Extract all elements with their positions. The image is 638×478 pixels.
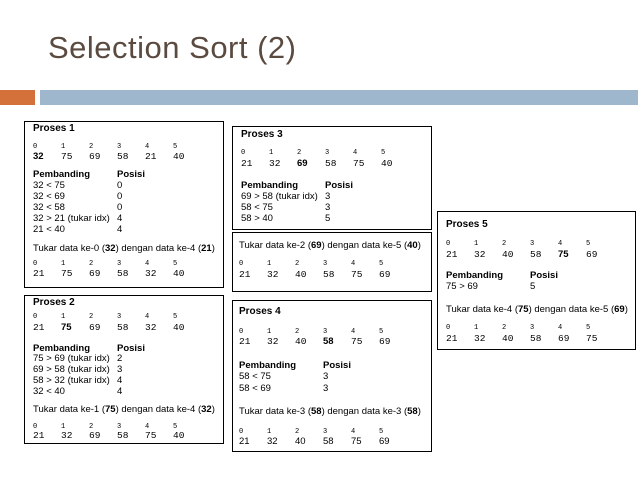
array-cell-selected: 69: [297, 158, 308, 169]
index-cell: 0: [33, 260, 38, 268]
array-cell: 32: [267, 269, 279, 280]
swap-note-text: Tukar data ke-3 (: [239, 406, 311, 417]
index-cell: 0: [446, 240, 451, 248]
index-cell: 0: [33, 423, 38, 431]
comparison-expr: 75 > 69 (tukar idx): [33, 353, 110, 364]
column-header-compare: Pembanding: [446, 270, 504, 281]
index-cell: 5: [586, 324, 591, 332]
index-cell: 1: [474, 324, 479, 332]
array-cell: 69: [379, 269, 391, 280]
swap-note: [239, 240, 421, 251]
index-cell: 3: [117, 423, 122, 431]
index-cell: 1: [61, 260, 66, 268]
title-rule-bar: [40, 90, 638, 105]
index-cell: 4: [145, 313, 150, 321]
array-cell: 75: [353, 158, 365, 169]
swap-note-text: Tukar data ke-4 (: [446, 304, 518, 315]
array-cell: 40: [173, 430, 185, 441]
index-cell: 0: [33, 313, 38, 321]
index-cell: 2: [502, 240, 507, 248]
index-cell: 0: [241, 149, 246, 157]
comparison-expr: 58 < 75: [239, 371, 271, 382]
array-cell: 69: [89, 322, 101, 333]
swap-note-text: ) dengan data ke-3 (: [321, 406, 408, 417]
array-cell: 69: [89, 268, 101, 279]
index-cell: 0: [239, 260, 244, 268]
index-cell: 1: [61, 313, 66, 321]
array-cell: 21: [239, 336, 251, 347]
array-cell: 40: [381, 158, 393, 169]
swap-note-text: Tukar data ke-2 (: [239, 240, 311, 251]
index-cell: 5: [173, 313, 178, 321]
index-cell: 5: [379, 260, 384, 268]
swap-value-a: 58: [310, 406, 322, 417]
array-cell: 32: [269, 158, 281, 169]
comparison-pos: 3: [117, 364, 123, 375]
array-cell: 75: [586, 333, 598, 344]
comparison-pos: 3: [323, 371, 329, 382]
slide-title: Selection Sort (2): [48, 30, 297, 65]
comparison-pos: 5: [325, 213, 331, 224]
index-cell: 4: [145, 423, 150, 431]
swap-note-text: ): [211, 243, 215, 254]
comparison-pos: 4: [117, 213, 123, 224]
index-cell: 1: [267, 260, 272, 268]
swap-note: [239, 406, 421, 417]
index-cell: 3: [323, 428, 328, 436]
comparison-pos: 0: [117, 191, 123, 202]
box-title: Proses 2: [33, 297, 75, 308]
comparison-expr: 32 < 69: [33, 191, 65, 202]
swap-note-text: ) dengan data ke-4 (: [115, 243, 202, 254]
box-title: Proses 4: [239, 306, 281, 317]
proses-1-box: [24, 121, 224, 288]
index-cell: 2: [295, 428, 300, 436]
array-cell: 75: [61, 268, 73, 279]
array-cell: 32: [267, 336, 279, 347]
array-cell: 58: [323, 436, 334, 447]
index-cell: 2: [89, 313, 94, 321]
comparison-pos: 3: [323, 383, 329, 394]
column-header-compare: Pembanding: [33, 343, 91, 354]
array-cell: 75: [351, 269, 363, 280]
index-cell: 3: [117, 313, 122, 321]
index-cell: 4: [145, 143, 150, 151]
index-cell: 2: [89, 143, 94, 151]
array-cell: 21: [446, 249, 458, 260]
box-title: Proses 1: [33, 123, 75, 134]
index-cell: 0: [239, 428, 244, 436]
array-cell: 58: [530, 249, 542, 260]
array-cell: 75: [145, 430, 157, 441]
array-cell: 58: [117, 430, 129, 441]
proses-5-box: [437, 211, 636, 350]
swap-value-b: 32: [201, 404, 212, 415]
index-cell: 0: [239, 328, 244, 336]
index-cell: 4: [351, 428, 356, 436]
array-cell-selected: 32: [33, 151, 44, 162]
comparison-expr: 69 > 58 (tukar idx): [241, 191, 318, 202]
index-cell: 1: [267, 328, 272, 336]
array-cell: 69: [89, 151, 101, 162]
array-cell: 58: [323, 269, 335, 280]
array-cell: 40: [295, 269, 307, 280]
comparison-pos: 0: [117, 180, 123, 191]
array-cell: 21: [33, 322, 45, 333]
array-cell: 32: [61, 430, 73, 441]
array-cell: 69: [89, 430, 101, 441]
index-cell: 5: [586, 240, 591, 248]
swap-value-a: 32: [104, 243, 116, 254]
array-cell: 40: [502, 249, 514, 260]
swap-value-a: 69: [310, 240, 322, 251]
comparison-expr: 58 > 40: [241, 213, 273, 224]
array-cell: 32: [474, 249, 486, 260]
swap-note-text: Tukar data ke-1 (: [33, 404, 105, 415]
index-cell: 1: [474, 240, 479, 248]
index-cell: 4: [145, 260, 150, 268]
index-cell: 2: [89, 260, 94, 268]
index-cell: 5: [381, 149, 386, 157]
index-cell: 5: [173, 143, 178, 151]
box-title: Proses 5: [446, 219, 488, 230]
array-cell: 75: [61, 151, 73, 162]
proses-2-box: [24, 295, 224, 444]
index-cell: 4: [558, 240, 563, 248]
swap-note: [33, 243, 215, 254]
array-cell: 58: [530, 333, 542, 344]
array-cell: 58: [117, 322, 129, 333]
comparison-expr: 32 < 75: [33, 180, 65, 191]
index-cell: 5: [173, 260, 178, 268]
column-header-compare: Pembanding: [241, 180, 299, 191]
column-header-compare: Pembanding: [239, 360, 297, 371]
array-cell: 21: [145, 151, 157, 162]
comparison-pos: 2: [117, 353, 123, 364]
index-cell: 5: [173, 423, 178, 431]
swap-value-b: 21: [201, 243, 212, 254]
proses-3-swap-box: [232, 232, 432, 292]
swap-note-text: ) dengan data ke-5 (: [321, 240, 408, 251]
index-cell: 2: [502, 324, 507, 332]
comparison-pos: 0: [117, 202, 123, 213]
index-cell: 2: [89, 423, 94, 431]
comparison-expr: 69 > 58 (tukar idx): [33, 364, 110, 375]
index-cell: 4: [351, 260, 356, 268]
index-cell: 3: [117, 260, 122, 268]
array-cell: 21: [239, 269, 251, 280]
swap-note: [33, 404, 215, 415]
swap-value-b: 40: [407, 240, 418, 251]
column-header-position: Posisi: [530, 270, 558, 281]
index-cell: 1: [61, 143, 66, 151]
index-cell: 3: [323, 328, 328, 336]
array-cell: 40: [295, 336, 307, 347]
index-cell: 0: [33, 143, 38, 151]
index-cell: 4: [353, 149, 358, 157]
array-cell: 40: [173, 268, 185, 279]
comparison-pos: 5: [530, 281, 536, 292]
index-cell: 1: [269, 149, 274, 157]
proses-3-box: [232, 126, 432, 230]
array-cell: 32: [474, 333, 486, 344]
comparison-pos: 3: [325, 191, 331, 202]
array-cell: 69: [379, 336, 391, 347]
array-cell: 21: [33, 268, 45, 279]
swap-note-text: ): [417, 240, 421, 251]
column-header-compare: Pembanding: [33, 169, 91, 180]
comparison-expr: 58 < 75: [241, 202, 273, 213]
comparison-expr: 32 < 58: [33, 202, 65, 213]
column-header-position: Posisi: [117, 343, 145, 354]
swap-note-text: Tukar data ke-0 (: [33, 243, 105, 254]
swap-note-text: ) dengan data ke-5 (: [528, 304, 615, 315]
index-cell: 5: [379, 328, 384, 336]
comparison-expr: 21 < 40: [33, 224, 65, 235]
swap-value-b: 69: [614, 304, 625, 315]
swap-note-text: ): [624, 304, 628, 315]
comparison-pos: 4: [117, 224, 123, 235]
index-cell: 0: [446, 324, 451, 332]
title-rule-accent: [0, 90, 35, 105]
column-header-position: Posisi: [323, 360, 351, 371]
comparison-expr: 58 > 32 (tukar idx): [33, 375, 110, 386]
array-cell: 40: [295, 436, 306, 447]
index-cell: 5: [379, 428, 384, 436]
column-header-position: Posisi: [325, 180, 353, 191]
index-cell: 4: [558, 324, 563, 332]
array-cell: 21: [446, 333, 458, 344]
comparison-pos: 4: [117, 375, 123, 386]
array-cell: 32: [145, 268, 157, 279]
comparison-expr: 75 > 69: [446, 281, 478, 292]
array-cell-selected: 58: [323, 336, 334, 347]
array-cell: 69: [379, 436, 390, 447]
swap-note: [446, 304, 628, 315]
swap-note-text: ): [211, 404, 215, 415]
index-cell: 1: [61, 423, 66, 431]
index-cell: 3: [323, 260, 328, 268]
swap-value-b: 58: [407, 406, 418, 417]
array-cell: 75: [351, 336, 363, 347]
array-cell: 58: [117, 151, 129, 162]
array-cell: 40: [173, 151, 185, 162]
array-cell: 32: [145, 322, 157, 333]
array-cell: 21: [33, 430, 45, 441]
index-cell: 3: [530, 324, 535, 332]
index-cell: 1: [267, 428, 272, 436]
array-cell: 40: [173, 322, 185, 333]
comparison-expr: 32 > 21 (tukar idx): [33, 213, 110, 224]
swap-value-a: 75: [104, 404, 116, 415]
index-cell: 4: [351, 328, 356, 336]
array-cell: 32: [267, 436, 278, 447]
index-cell: 3: [530, 240, 535, 248]
index-cell: 2: [295, 328, 300, 336]
array-cell-selected: 75: [558, 249, 569, 260]
index-cell: 2: [295, 260, 300, 268]
comparison-expr: 58 < 69: [239, 383, 271, 394]
proses-4-box: [232, 300, 432, 452]
box-title: Proses 3: [241, 129, 283, 140]
array-cell: 21: [239, 436, 250, 447]
array-cell: 40: [502, 333, 514, 344]
array-cell: 75: [351, 436, 362, 447]
swap-note-text: ): [417, 406, 421, 417]
array-cell: 58: [325, 158, 337, 169]
index-cell: 2: [297, 149, 302, 157]
array-cell: 69: [586, 249, 598, 260]
comparison-expr: 32 < 40: [33, 386, 65, 397]
swap-value-a: 75: [517, 304, 529, 315]
index-cell: 3: [325, 149, 330, 157]
comparison-pos: 3: [325, 202, 331, 213]
column-header-position: Posisi: [117, 169, 145, 180]
array-cell: 21: [241, 158, 253, 169]
array-cell-selected: 75: [61, 322, 72, 333]
index-cell: 3: [117, 143, 122, 151]
comparison-pos: 4: [117, 386, 123, 397]
swap-note-text: ) dengan data ke-4 (: [115, 404, 202, 415]
array-cell: 69: [558, 333, 570, 344]
array-cell: 58: [117, 268, 129, 279]
